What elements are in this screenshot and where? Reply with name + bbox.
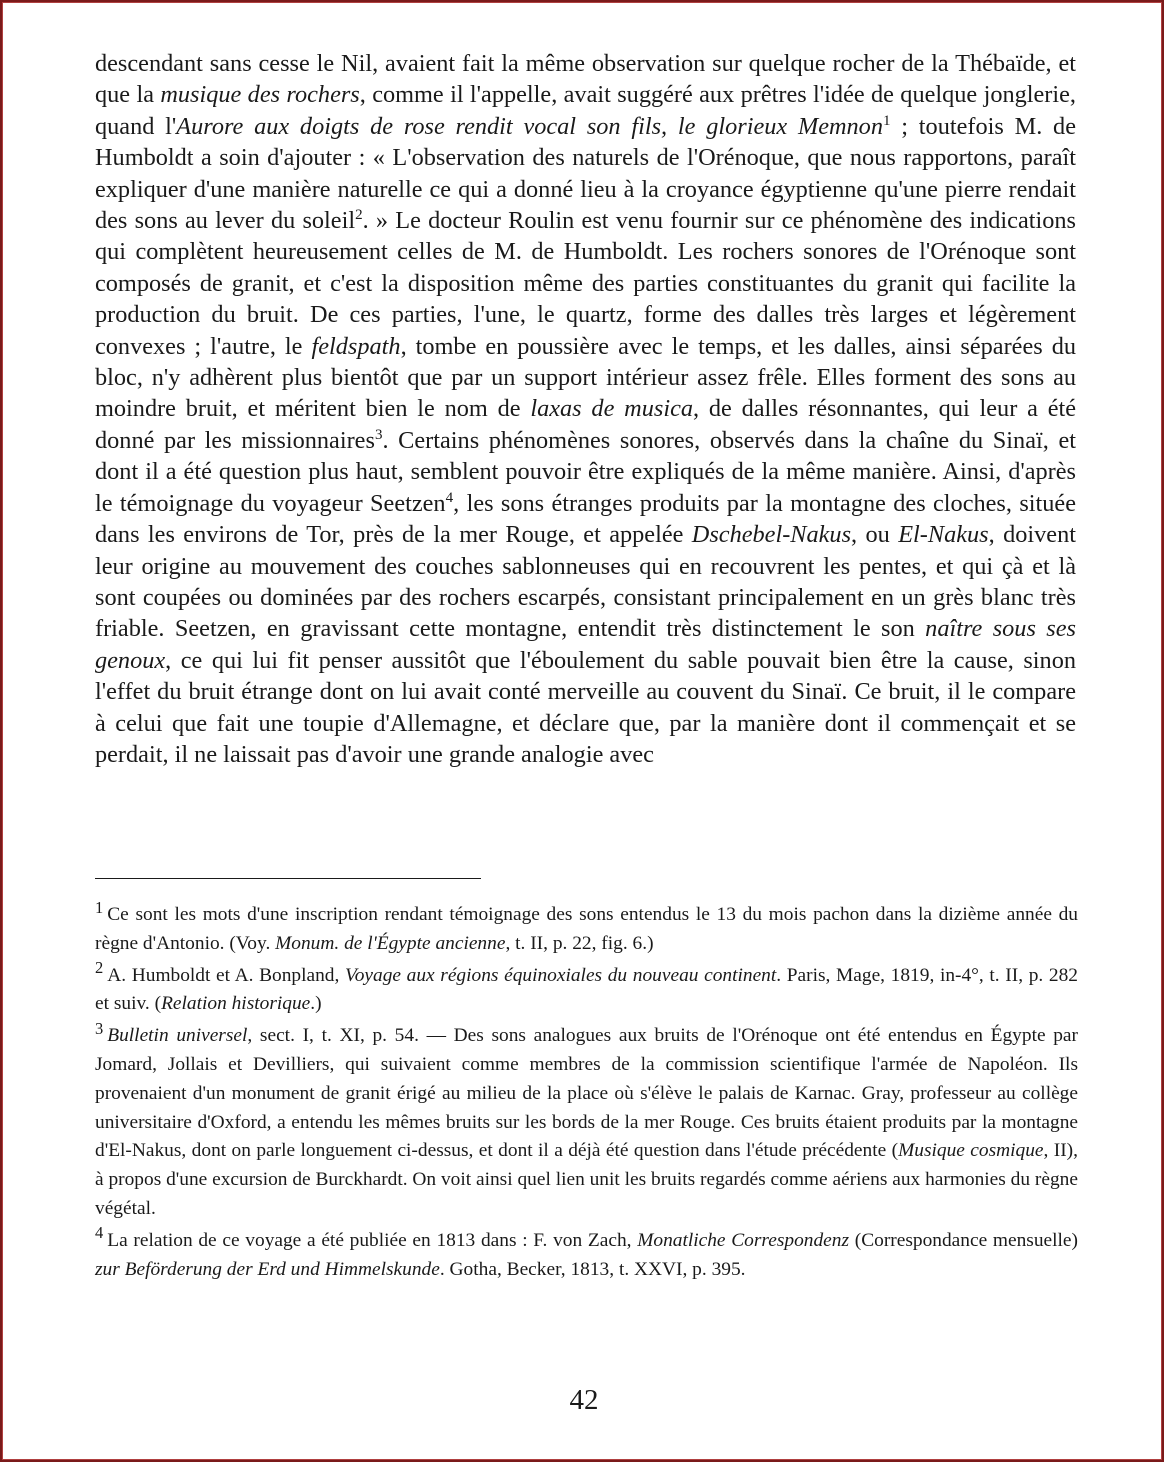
- text-run: , t. II, p. 22, fig. 6.): [505, 932, 654, 954]
- italic-text: laxas de musica: [530, 395, 694, 423]
- footnote-number: 2: [95, 958, 104, 978]
- text-run: , sect. I, t. XI, p. 54. — Des sons analogues aux bruits de l'Orénoque ont été entendus en Égypte par Jomard, Jollais et Devilliers, qui suivaient comme membres de la commission scientifique l'armée de Napoléon. Ils provenaient d'un monument de granit érigé au milieu de la place où s'élève le palais de Karnac. Gray, professeur au collège universitaire d'Oxford, a entendu les mêmes bruits sur les bords de la mer Rouge. Ces bruits étaient produits par la montagne d'El-Nakus, dont on parle longuement ci-dessus, et dont il a déjà été question dans l'étude précédente (: [95, 1025, 1078, 1162]
- text-run: A. Humboldt et A. Bonpland,: [107, 964, 345, 986]
- text-run: , ce qui lui fit penser aussitôt que l'éboulement du sable pouvait bien être la cause, sinon l'effet du bruit étrange dont on lui avait conté merveille au couvent du Sinaï. Ce bruit, il le compare à celui que fait une toupie d'Allemagne, et déclare que, par la manière dont il commençait et se perdait, il ne laissait pas d'avoir une grande analogie avec: [95, 646, 1076, 768]
- footnote-4: [95, 1223, 1078, 1285]
- text-run: . » Le docteur Roulin est venu fournir sur ce phénomène des indications qui complètent heureusement celles de M. de Humboldt. Les rochers sonores de l'Orénoque sont composés de granit, et c'est la disposition même des parties constituantes du granit qui facilite la production du bruit. De ces parties, l'une, le quartz, forme des dalles très larges et légèrement convexes ; l'autre, le: [95, 207, 1076, 360]
- footnote-2: [95, 958, 1078, 1020]
- italic-text: Bulletin universel: [107, 1025, 248, 1047]
- text-run: . Paris, Mage, 1819, in-4°, t. II, p. 282 et suiv. (: [95, 964, 1078, 1015]
- text-run: Ce sont les mots d'une inscription rendant témoignage des sons entendus le 13 du mois pachon dans la dizième année du règne d'Antonio. (Voy.: [95, 904, 1078, 954]
- footnote-reference: 2: [355, 207, 363, 223]
- text-run: , les sons étranges produits par la montagne des cloches, située dans les environs de Tor, près de la mer Rouge, et appelée: [95, 489, 1076, 549]
- footnote-1: [95, 897, 1078, 959]
- text-run: , de dalles résonnantes, qui leur a été donné par les missionnaires: [95, 395, 1077, 454]
- footnote-number: 4: [95, 1223, 104, 1243]
- footnote-reference: 4: [445, 489, 454, 506]
- text-run: ; toutefois M. de Humboldt a soin d'ajouter : « L'observation des naturels de l'Orénoque, que nous rapportons, paraît expliquer d'une manière naturelle ce qui a donné lieu à la croyance égyptienne qu'une pierre rendait des sons au lever du soleil: [95, 112, 1076, 235]
- text-run: , comme il l'appelle, avait suggéré aux prêtres l'idée de quelque jonglerie, quand l': [95, 81, 1076, 140]
- italic-text: Monum. de l'Égypte ancienne: [275, 932, 506, 954]
- text-run: , II), à propos d'une excursion de Burckhardt. On voit ainsi quel lien unit les bruits regardés comme aériens aux harmonies du règne végétal.: [95, 1140, 1078, 1219]
- text-run: , tombe en poussière avec le temps, et les dalles, ainsi séparées du bloc, n'y adhèrent plus bientôt que par un support intérieur assez frêle. Elles forment des sons au moindre bruit, et méritent bien le nom de: [95, 332, 1076, 423]
- footnote-reference: 3: [374, 426, 383, 443]
- italic-text: Voyage aux régions équinoxiales du nouveau continent: [345, 964, 777, 986]
- text-run: .): [310, 993, 322, 1015]
- text-run: La relation de ce voyage a été publiée en 1813 dans : F. von Zach,: [107, 1229, 638, 1251]
- main-paragraph: [95, 48, 1076, 770]
- italic-text: zur Beförderung der Erd und Himmelskunde: [95, 1258, 440, 1280]
- italic-text: Aurore aux doigts de rose rendit vocal son fils, le glorieux Memnon: [176, 112, 883, 140]
- text-run: . Certains phénomènes sonores, observés dans la chaîne du Sinaï, et dont il a été question plus haut, semblent pouvoir être expliqués de la même manière. Ainsi, d'après le témoignage du voyageur Seetzen: [95, 426, 1076, 517]
- footnote-reference: 1: [882, 112, 891, 129]
- italic-text: Musique cosmique: [898, 1140, 1044, 1162]
- text-run: , doivent leur origine au mouvement des couches sablonneuses qui en recouvrent les pentes, et qui çà et là sont coupées ou dominées par des rochers escarpés, consistant principalement en un grès blanc très friable. Seetzen, en gravissant cette montagne, entendit très distinctement le son: [95, 521, 1076, 643]
- footnote-3: [95, 1018, 1078, 1224]
- italic-text: Dschebel-Nakus: [691, 521, 852, 549]
- italic-text: Monatliche Correspondenz: [637, 1229, 850, 1251]
- italic-text: El-Nakus: [898, 521, 989, 549]
- text-run: (Correspondance mensuelle): [849, 1229, 1078, 1251]
- footnotes: [95, 897, 1078, 1287]
- footnote-number: 3: [95, 1018, 104, 1038]
- text-run: descendant sans cesse le Nil, avaient fait la même observation sur quelque rocher de la Thébaïde, et que la: [95, 50, 1076, 109]
- text-run: . Gotha, Becker, 1813, t. XXVI, p. 395.: [439, 1258, 746, 1280]
- text-run: , ou: [851, 521, 899, 549]
- footnote-separator: [95, 878, 481, 879]
- italic-text: feldspath: [311, 332, 401, 360]
- italic-text: musique des rochers: [160, 81, 360, 109]
- footnote-number: 1: [95, 897, 104, 917]
- italic-text: naître sous ses genoux: [95, 615, 1077, 674]
- italic-text: Relation historique: [161, 993, 311, 1015]
- page-number: 42: [569, 1384, 599, 1416]
